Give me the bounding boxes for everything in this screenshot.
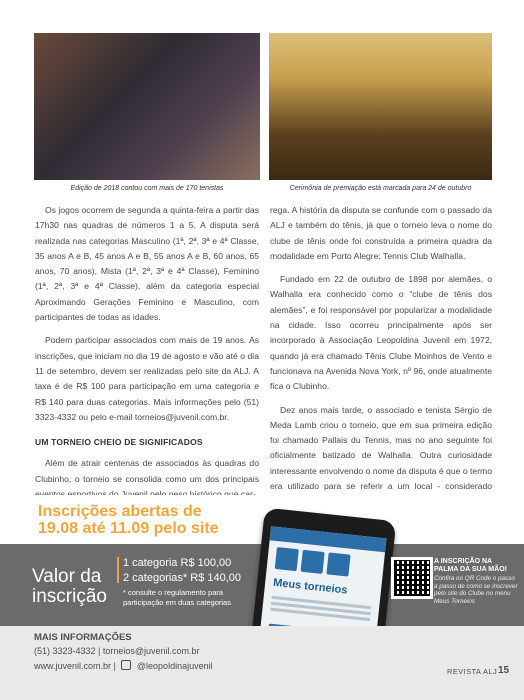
price-value: R$ 140,00 xyxy=(190,572,242,584)
article-column-left xyxy=(35,203,259,510)
section-heading: UM TORNEIO CHEIO DE SIGNIFICADOS xyxy=(35,437,203,448)
screen-tile xyxy=(301,550,325,574)
paragraph: Além de atrair centenas de associados às quadras do Clubinho, o torneio se consolida como um dos principais xyxy=(35,458,259,484)
price-note: * consulte o regulamento para participação em duas categorias xyxy=(123,588,231,607)
screen-tile xyxy=(275,547,299,571)
instagram-handle[interactable]: @leopoldinajuvenil xyxy=(136,661,213,671)
price-value: R$ 100,00 xyxy=(180,557,232,569)
qr-code-pattern xyxy=(394,560,430,596)
paragraph: Fundado em 22 de outubro de 1898 por alemães, o Walhalla era conhecido como o “clube de tênis dos alemães”, e foi responsável por popularizar a modalidade na cidade. Isso ocorreu principalmente após ser incorporado à Associação Leopoldina Juvenil em 1972, quando já era chamado Tênis Clube Moinhos de Vento e funcionava na Avenida Nova York, nº 96, onde atualmente fica o Clubinho. xyxy=(270,274,492,392)
price-row-2 xyxy=(123,571,241,586)
valor-title-line-2: inscrição xyxy=(32,586,107,607)
website-link[interactable]: www.juvenil.com.br | xyxy=(34,661,116,671)
screen-tile xyxy=(326,552,350,576)
paragraph: rega. A história da disputa se confunde com o passado da ALJ e também do tênis, já que o torneio leva o nome do clube de tênis onde foi construída a primeira quadra da modalidade em Porto Alegre: Tennis Club Walhalla. xyxy=(270,205,492,261)
page-number: 15 xyxy=(498,665,510,676)
valor-title xyxy=(32,567,107,607)
qr-title: A INSCRIÇÃO NA PALMA DA SUA MÃO! xyxy=(434,558,507,573)
qr-note: Confira no QR Code o passo a passo de como se inscrever pelo site do Clube no menu Meus Torneios xyxy=(434,575,518,605)
paragraph: Os jogos ocorrem de segunda a quinta-feira a partir das 17h30 nas quadras de números 1 a 5. A disputa será realizada nas categorias Masculino (1ª, 2ª, 3ª e 4ª Classe, 35 anos A e B, 45 anos A e B, 55 anos A e B, 60 anos, 65 anos, 70 anos), Mista (1ª, 2ª, 3ª e 4ª Classe), Feminino (1ª, 2ª, 3ª e 4ª Classe), além da categoria especial Aproximando Gerações Feminino e Masculino, com participantes de todas as idades. xyxy=(35,205,259,323)
registration-dates xyxy=(38,503,219,537)
price-label: 2 categorias* xyxy=(123,572,188,584)
contact-phone-email: (51) 3323-4332 | torneios@juvenil.com.br xyxy=(34,646,200,656)
price-label: 1 categoria xyxy=(123,557,178,569)
qr-code xyxy=(391,557,433,599)
paragraph: Dez anos mais tarde, o associado e tenista Sérgio de Meda Lamb criou o torneio, que em sua primeira edição foi chamado Pallais du Tennis, mas no ano seguinte foi oficialmente batizado de Walhalla. Outra curiosidade interessante envolvendo o nome da disputa é que o termo era utilizado para se referir a um local - considerado xyxy=(270,404,492,492)
photo-tennis-players xyxy=(34,33,260,180)
magazine-name: REVISTA ALJ xyxy=(447,667,498,676)
caption-left: Edição de 2018 contou com mais de 170 tenistas xyxy=(70,185,224,192)
photo-trophies xyxy=(269,33,492,180)
price-list xyxy=(123,556,241,586)
contact-title: MAIS INFORMAÇÕES xyxy=(34,632,132,643)
valor-title-line-1: Valor da xyxy=(32,566,102,587)
price-divider xyxy=(117,557,119,583)
banner-line-1: Inscrições abertas de xyxy=(38,503,202,520)
screen-title: Meus torneios xyxy=(272,576,349,597)
banner-line-2: 19.08 até 11.09 pelo site xyxy=(38,520,219,537)
price-row-1 xyxy=(123,556,241,571)
paragraph: Podem participar associados com mais de 19 anos. As inscrições, que iniciam no dia 19 de agosto e vão até o dia 11 de setembro, devem ser realizadas pelo site da ALJ. A taxa é de R$ 100 para participação em uma categoria e R$ 140 para duas categorias. Mais informações pelo (51) 3323-4332 ou pelo e-mail torneios@juvenil.com.br. xyxy=(35,335,259,422)
contact-web xyxy=(34,660,213,671)
instagram-icon xyxy=(121,660,131,670)
caption-right: Cerimônia de premiação está marcada para 24 de outubro xyxy=(289,185,472,192)
article-column-right xyxy=(270,203,492,533)
